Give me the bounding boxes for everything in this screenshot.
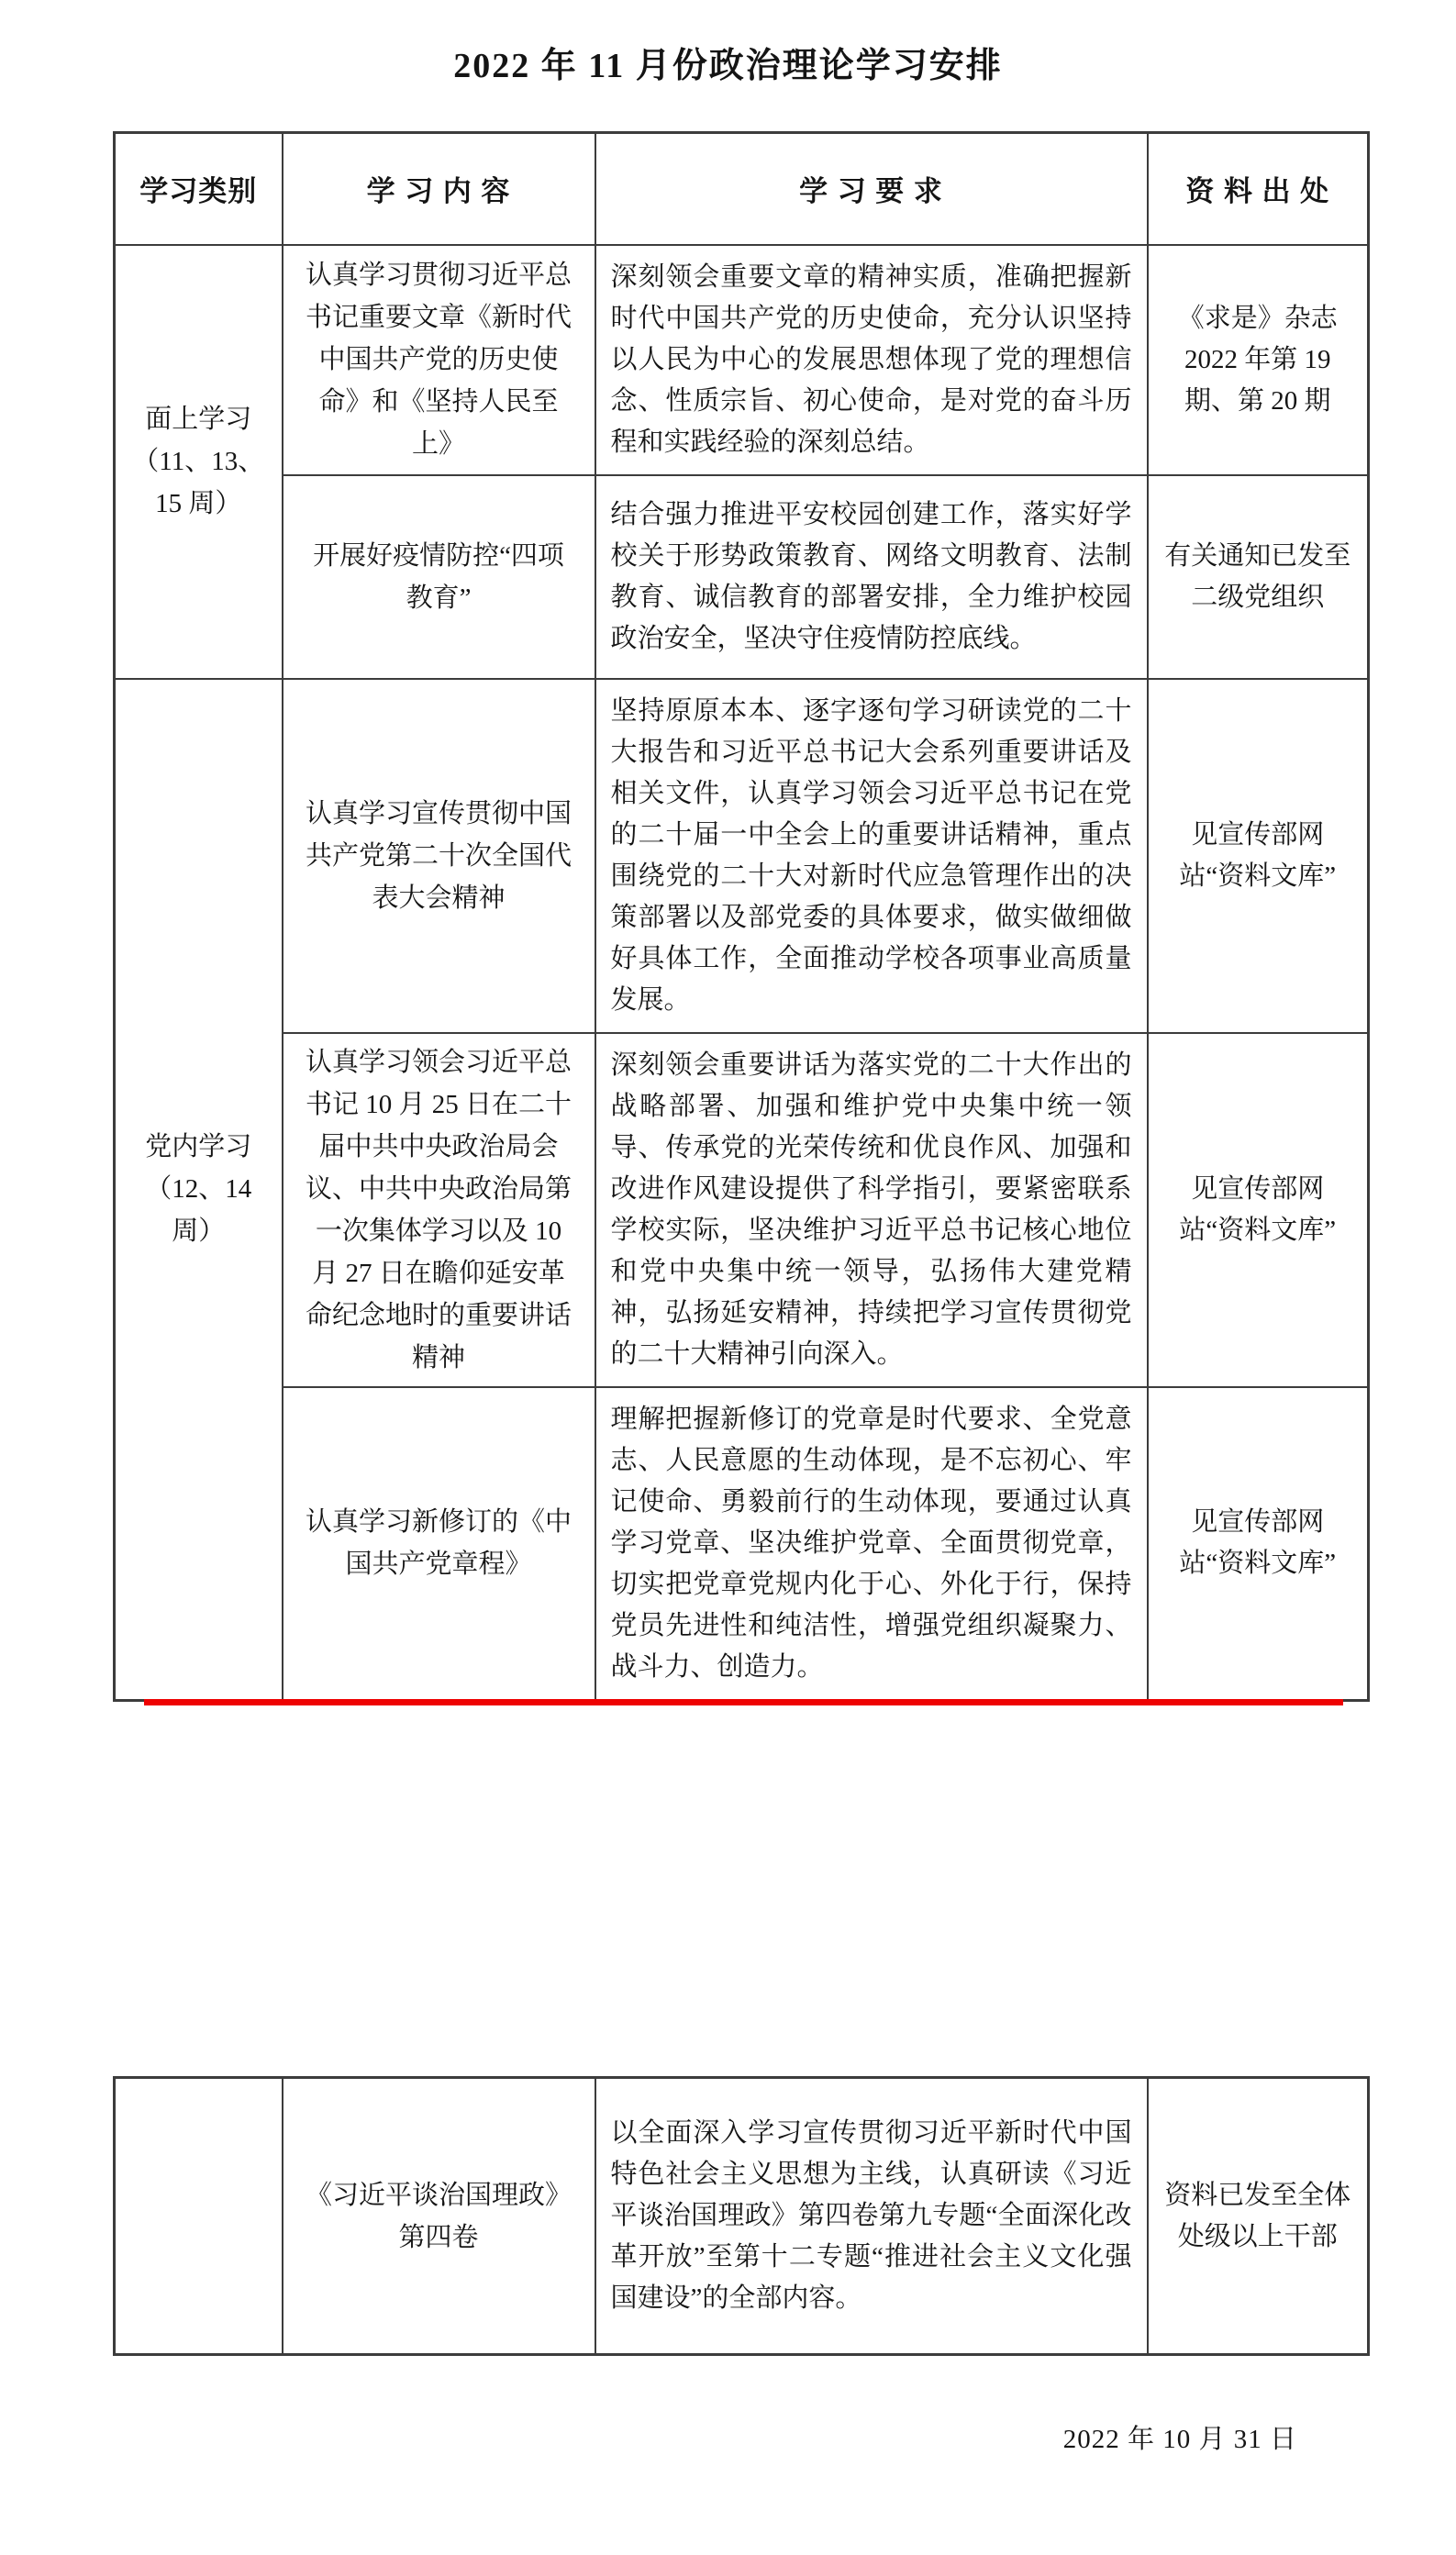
header-cell-content: 学 习 内 容 xyxy=(283,133,595,245)
table-row xyxy=(115,679,1369,1033)
table-row xyxy=(115,2078,1369,2355)
content-cell: 认真学习新修订的《中国共产党章程》 xyxy=(283,1387,595,1701)
source-cell: 有关通知已发至二级党组织 xyxy=(1148,475,1369,679)
source-cell: 见宣传部网站“资料文库” xyxy=(1148,1387,1369,1701)
category-cell: 党内学习（12、14 周） xyxy=(115,679,283,1701)
content-cell: 认真学习贯彻习近平总书记重要文章《新时代中国共产党的历史使命》和《坚持人民至上》 xyxy=(283,245,595,475)
table-row xyxy=(115,475,1369,679)
requirement-cell: 结合强力推进平安校园创建工作，落实好学校关于形势政策教育、网络文明教育、法制教育、诚信教育的部署安排，全力维护校园政治安全，坚决守住疫情防控底线。 xyxy=(595,475,1148,679)
category-cell: 面上学习（11、13、15 周） xyxy=(115,245,283,679)
table-row xyxy=(115,245,1369,475)
requirement-cell: 理解把握新修订的党章是时代要求、全党意志、人民意愿的生动体现，是不忘初心、牢记使命、勇毅前行的生动体现，要通过认真学习党章、坚决维护党章、全面贯彻党章，切实把党章党规内化于心、外化于行，保持党员先进性和纯洁性，增强党组织凝聚力、战斗力、创造力。 xyxy=(595,1387,1148,1701)
requirement-cell: 坚持原原本本、逐字逐句学习研读党的二十大报告和习近平总书记大会系列重要讲话及相关文件，认真学习领会习近平总书记在党的二十届一中全会上的重要讲话精神，重点围绕党的二十大对新时代应急管理作出的决策部署以及部党委的具体要求，做实做细做好具体工作，全面推动学校各项事业高质量发展。 xyxy=(595,679,1148,1033)
source-cell: 见宣传部网站“资料文库” xyxy=(1148,1033,1369,1387)
footer-date: 2022 年 10 月 31 日 xyxy=(1062,2425,1297,2454)
source-cell: 资料已发至全体处级以上干部 xyxy=(1148,2078,1369,2355)
red-divider-line xyxy=(144,1699,1343,1705)
continuation-table xyxy=(113,2076,1370,2356)
table-row xyxy=(115,1033,1369,1387)
table-header-row xyxy=(115,133,1369,245)
content-cell: 认真学习领会习近平总书记 10 月 25 日在二十届中共中央政治局会议、中共中央政治局第一次集体学习以及 10 月 27 日在瞻仰延安革命纪念地时的重要讲话精神 xyxy=(283,1033,595,1387)
requirement-cell: 深刻领会重要文章的精神实质，准确把握新时代中国共产党的历史使命，充分认识坚持以人民为中心的发展思想体现了党的理想信念、性质宗旨、初心使命，是对党的奋斗历程和实践经验的深刻总结。 xyxy=(595,245,1148,475)
content-cell: 《习近平谈治国理政》第四卷 xyxy=(283,2078,595,2355)
requirement-cell: 深刻领会重要讲话为落实党的二十大作出的战略部署、加强和维护党中央集中统一领导、传承党的光荣传统和优良作风、加强和改进作风建设提供了科学指引，要紧密联系学校实际，坚决维护习近平总书记核心地位和党中央集中统一领导，弘扬伟大建党精神，弘扬延安精神，持续把学习宣传贯彻党的二十大精神引向深入。 xyxy=(595,1033,1148,1387)
header-cell-source: 资 料 出 处 xyxy=(1148,133,1369,245)
source-cell: 《求是》杂志 2022 年第 19 期、第 20 期 xyxy=(1148,245,1369,475)
source-cell: 见宣传部网站“资料文库” xyxy=(1148,679,1369,1033)
header-cell-requirement: 学 习 要 求 xyxy=(595,133,1148,245)
page-title: 2022 年 11 月份政治理论学习安排 xyxy=(453,47,1003,85)
content-cell: 认真学习宣传贯彻中国共产党第二十次全国代表大会精神 xyxy=(283,679,595,1033)
header-cell-category: 学习类别 xyxy=(115,133,283,245)
requirement-cell: 以全面深入学习宣传贯彻习近平新时代中国特色社会主义思想为主线，认真研读《习近平谈治国理政》第四卷第九专题“全面深化改革开放”至第十二专题“推进社会主义文化强国建设”的全部内容。 xyxy=(595,2078,1148,2355)
category-cell-empty xyxy=(115,2078,283,2355)
content-cell: 开展好疫情防控“四项教育” xyxy=(283,475,595,679)
study-schedule-table xyxy=(113,131,1370,1702)
table-row xyxy=(115,1387,1369,1701)
